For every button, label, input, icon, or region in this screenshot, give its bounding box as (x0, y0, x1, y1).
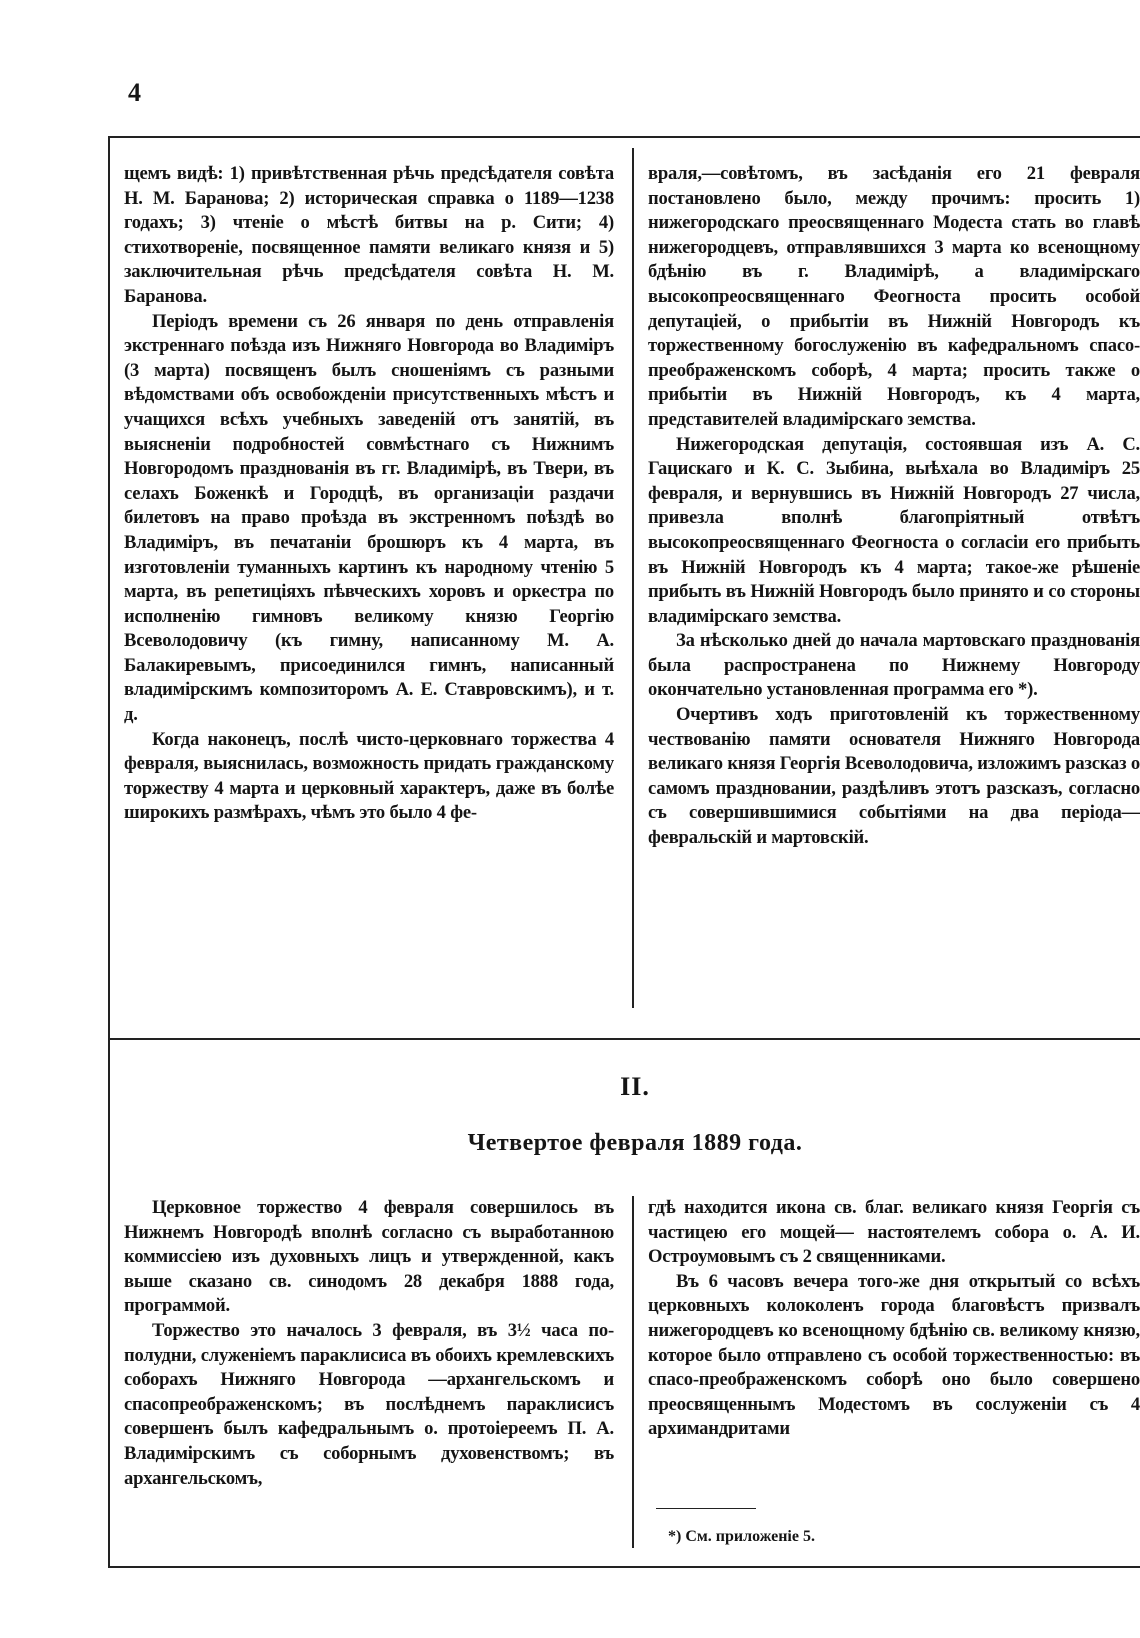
top-right-column (648, 162, 1140, 1002)
top-right-paragraph-3: За нѣсколько дней до начала мартовскаго празднованія была распространена по Нижнему Новгороду окончательно установленная программа его *). (648, 630, 1140, 701)
bottom-left-column (124, 1196, 614, 1552)
bottom-rule (108, 1566, 1140, 1568)
bottom-right-paragraph-2: Въ 6 часовъ вечера того-же дня открытый со всѣхъ церковныхъ колоколенъ города благовѣстъ призвалъ нижегородцевъ ко всенощному бдѣнію св. великому князю, которое было отправлено съ особой торжественностью: въ спасо-преображенскомъ соборѣ оно было совершено преосвященнымъ Модестомъ въ сослуженіи съ 4 архимандритами (648, 1270, 1140, 1440)
bottom-left-paragraph-1: Церковное торжество 4 февраля совершилось въ Нижнемъ Новгородѣ вполнѣ согласно съ выработанною коммиссіею изъ духовныхъ лицъ и утвержденной, какъ выше сказано св. синодомъ 28 декабря 1888 года, программой. (124, 1197, 614, 1317)
footnote: *) См. приложеніе 5. (668, 1528, 815, 1545)
top-rule (108, 136, 1140, 138)
top-left-column (124, 162, 614, 1002)
bottom-column-divider (632, 1196, 634, 1548)
top-left-paragraph-3: Когда наконецъ, послѣ чисто-церковнаго торжества 4 февраля, выяснилась, возможность придать гражданскому торжеству 4 марта и церковный характеръ, даже въ болѣе широкихъ размѣрахъ, чѣмъ это было 4 фе- (124, 728, 614, 824)
top-left-paragraph-1: щемъ видѣ: 1) привѣтственная рѣчь предсѣдателя совѣта Н. М. Баранова; 2) историческая справка о 1189—1238 годахъ; 3) чтеніе о мѣстѣ битвы на р. Сити; 4) стихотвореніе, посвященное памяти великаго князя и 5) заключительная рѣчь предсѣдателя совѣта Н. М. Баранова. (124, 163, 614, 307)
page-number: 4 (128, 78, 141, 107)
top-right-paragraph-4: Очертивъ ходъ приготовленій къ торжественному чествованію памяти основателя Нижняго Новгорода великаго князя Георгія Всеволодовича, изложимъ разсказ о самомъ праздновании, раздѣливъ этотъ разсказъ, согласно съ совершившимися событіями на два періода—февральскій и мартовскій. (648, 704, 1140, 849)
bottom-left-paragraph-2: Торжество это началось 3 февраля, въ 3½ часа по-полудни, служеніемъ параклисиса въ обоихъ кремлевскихъ соборахъ Нижняго Новгорода —архангельскомъ и спасопреображенскомъ; въ послѣднемъ параклисисъ совершенъ былъ кафедральнымъ о. протоіереемъ П. А. Владимірскимъ съ соборнымъ духовенствомъ; въ архангельскомъ, (124, 1319, 614, 1489)
top-column-divider (632, 148, 634, 1008)
top-left-paragraph-2: Періодъ времени съ 26 января по день отправленія экстреннаго поѣзда изъ Нижняго Новгорода во Владиміръ (3 марта) посвященъ былъ сношеніямъ съ разными вѣдомствами объ освобожденіи присутственныхъ мѣстъ и учащихся всѣхъ учебныхъ заведеній отъ занятій, въ выясненіи подробностей совмѣстнаго съ Нижнимъ Новгородомъ празднованія въ гг. Владимірѣ, въ Твери, въ селахъ Боженкѣ и Городцѣ, въ организаціи раздачи билетовъ на право проѣзда въ экстренномъ поѣздѣ во Владиміръ, въ печатаніи брошюръ къ 4 марта, въ изготовленіи туманныхъ картинъ къ народному чтенію 5 марта, въ репетиціяхъ пѣвческихъ хоровъ и оркестра по исполненію гимновъ великому князю Георгію Всеволодовичу (къ гимну, написанному М. А. Балакиревымъ, присоединился гимнъ, написанный владимірскимъ композиторомъ А. Е. Ставровскимъ), и т. д. (124, 310, 614, 726)
top-right-paragraph-1: враля,—совѣтомъ, въ засѣданія его 21 февраля постановлено было, между прочимъ: просить 1) нижегородскаго преосвященнаго Модеста стать во главѣ нижегородцевъ, отправлявшихся 3 марта ко всенощному бдѣнію въ г. Владимірѣ, а владимірскаго высокопреосвященнаго Феогноста просить особой депутаціей, о прибытіи въ Нижній Новгородъ къ торжественному богослуженію въ кафедральномъ спасо-преображенскомъ соборѣ, 4 марта; просить также о прибытіи въ Нижній Новгородъ, къ 4 марта, представителей владимірскаго земства. (648, 163, 1140, 430)
bottom-right-paragraph-1: гдѣ находится икона св. благ. великаго князя Георгія съ частицею его мощей— настоятелемъ собора о. А. И. Остроумовымъ съ 2 священниками. (648, 1197, 1140, 1268)
section-title: Четвертое февраля 1889 года. (467, 1130, 803, 1156)
section-rule (108, 1038, 1140, 1040)
top-right-paragraph-2: Нижегородская депутація, состоявшая изъ А. С. Гацискаго и К. С. Зыбина, выѣхала во Владиміръ 25 февраля, и вернувшись въ Нижній Новгородъ 27 числа, привезла вполнѣ благопріятный отвѣтъ высокопреосвященнаго Феогноста о согласіи его прибыть въ Нижній Новгородъ къ 4 марта; такое-же рѣшеніе прибыть въ Нижній Новгородъ было принято и со стороны владимірскаго земства. (648, 433, 1140, 627)
bottom-right-column (648, 1196, 1140, 1496)
section-number: II. (620, 1072, 650, 1101)
footnote-rule (656, 1508, 756, 1509)
left-border (108, 136, 110, 1568)
